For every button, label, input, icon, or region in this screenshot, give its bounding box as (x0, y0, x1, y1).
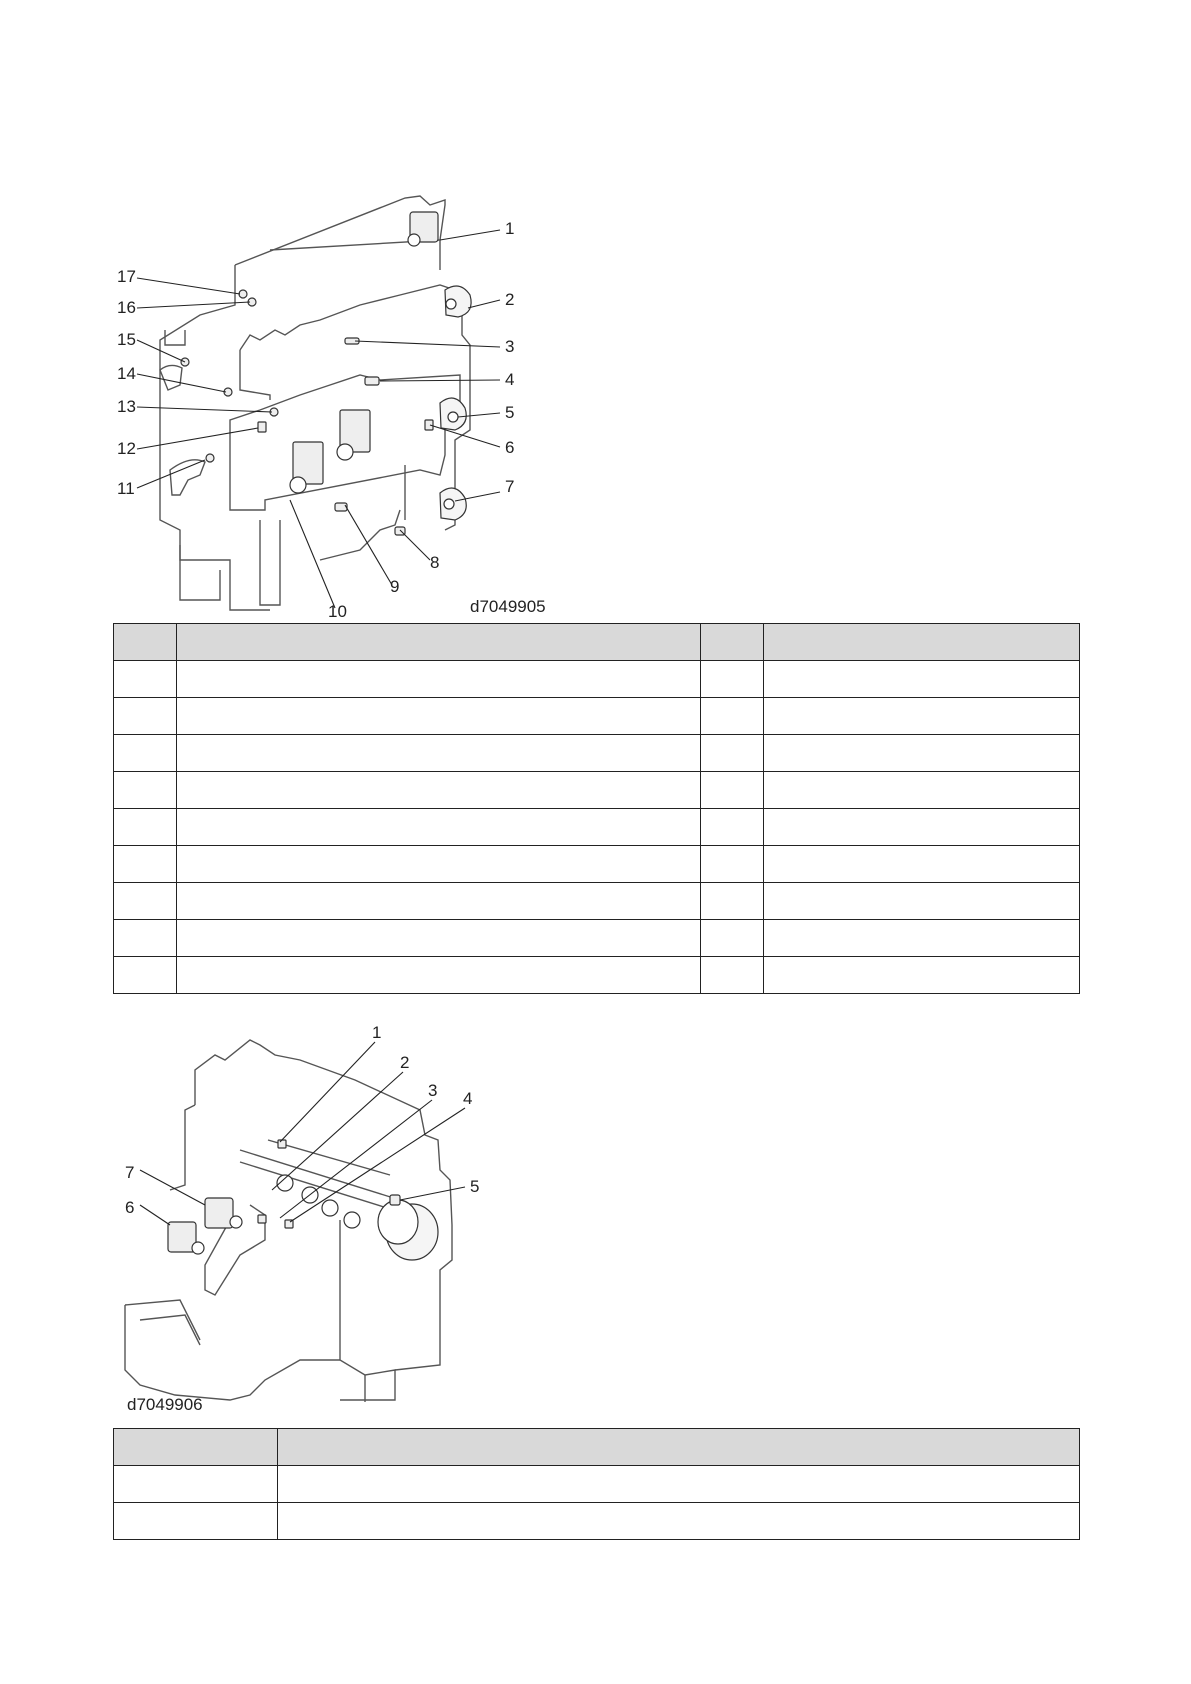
callout-9: 9 (390, 577, 400, 596)
table-cell (764, 920, 1080, 957)
table-cell (114, 883, 177, 920)
callout-1: 1 (372, 1023, 382, 1042)
table-cell (764, 809, 1080, 846)
header-cell (278, 1429, 1080, 1466)
parts-table-2 (113, 1428, 1080, 1540)
table-cell (177, 735, 701, 772)
table-cell (278, 1466, 1080, 1503)
table-row (114, 772, 1080, 809)
header-cell (177, 624, 701, 661)
table-cell (177, 809, 701, 846)
table-cell (764, 661, 1080, 698)
table-cell (114, 809, 177, 846)
table-cell (278, 1503, 1080, 1540)
table-cell (114, 661, 177, 698)
table-cell (177, 957, 701, 994)
table-cell (701, 735, 764, 772)
header-cell (114, 1429, 278, 1466)
callout-17: 17 (117, 267, 136, 286)
table-cell (114, 846, 177, 883)
table-cell (764, 883, 1080, 920)
table-cell (764, 957, 1080, 994)
callout-2: 2 (400, 1053, 410, 1072)
table-cell (701, 661, 764, 698)
table-cell (177, 920, 701, 957)
table-row (114, 698, 1080, 735)
callout-14: 14 (117, 364, 136, 383)
table-cell (701, 957, 764, 994)
callout-3: 3 (428, 1081, 438, 1100)
table-cell (701, 698, 764, 735)
callout-1: 1 (505, 219, 515, 238)
callout-8: 8 (430, 553, 440, 572)
callout-16: 16 (117, 298, 136, 317)
table-cell (177, 772, 701, 809)
callout-4: 4 (463, 1089, 473, 1108)
callout-5: 5 (505, 403, 515, 422)
table-cell (701, 772, 764, 809)
header-cell (701, 624, 764, 661)
callout-5: 5 (470, 1177, 480, 1196)
table-cell (764, 846, 1080, 883)
parts-table-1 (113, 623, 1080, 994)
table-header-row (114, 1429, 1080, 1466)
table-cell (114, 1503, 278, 1540)
table-cell (177, 846, 701, 883)
callout-6: 6 (125, 1198, 135, 1217)
table-cell (114, 698, 177, 735)
table-cell (177, 698, 701, 735)
header-cell (114, 624, 177, 661)
callout-3: 3 (505, 337, 515, 356)
table-cell (701, 846, 764, 883)
diagram-upper (0, 0, 1191, 623)
callout-12: 12 (117, 439, 136, 458)
table-cell (764, 698, 1080, 735)
table-cell (114, 957, 177, 994)
callout-11: 11 (117, 479, 135, 498)
table-cell (764, 772, 1080, 809)
table-cell (114, 1466, 278, 1503)
table-cell (114, 772, 177, 809)
table-row (114, 661, 1080, 698)
table-row (114, 1466, 1080, 1503)
table-cell (764, 735, 1080, 772)
table-cell (114, 920, 177, 957)
table-row (114, 1503, 1080, 1540)
table-header-row (114, 624, 1080, 661)
callout-6: 6 (505, 438, 515, 457)
callout-4: 4 (505, 370, 515, 389)
table-cell (701, 920, 764, 957)
table-row (114, 920, 1080, 957)
table-row (114, 735, 1080, 772)
table-row (114, 957, 1080, 994)
table-row (114, 846, 1080, 883)
callout-13: 13 (117, 397, 136, 416)
table-cell (701, 809, 764, 846)
figure-id-label: d7049905 (470, 597, 546, 616)
header-cell (764, 624, 1080, 661)
callout-10: 10 (328, 602, 347, 621)
callout-7: 7 (125, 1163, 135, 1182)
figure-id-label: d7049906 (127, 1395, 203, 1414)
table-cell (701, 883, 764, 920)
table-row (114, 883, 1080, 920)
table-row (114, 809, 1080, 846)
callout-15: 15 (117, 330, 136, 349)
table-cell (114, 735, 177, 772)
callout-2: 2 (505, 290, 515, 309)
table-cell (177, 883, 701, 920)
table-cell (177, 661, 701, 698)
callout-7: 7 (505, 477, 515, 496)
